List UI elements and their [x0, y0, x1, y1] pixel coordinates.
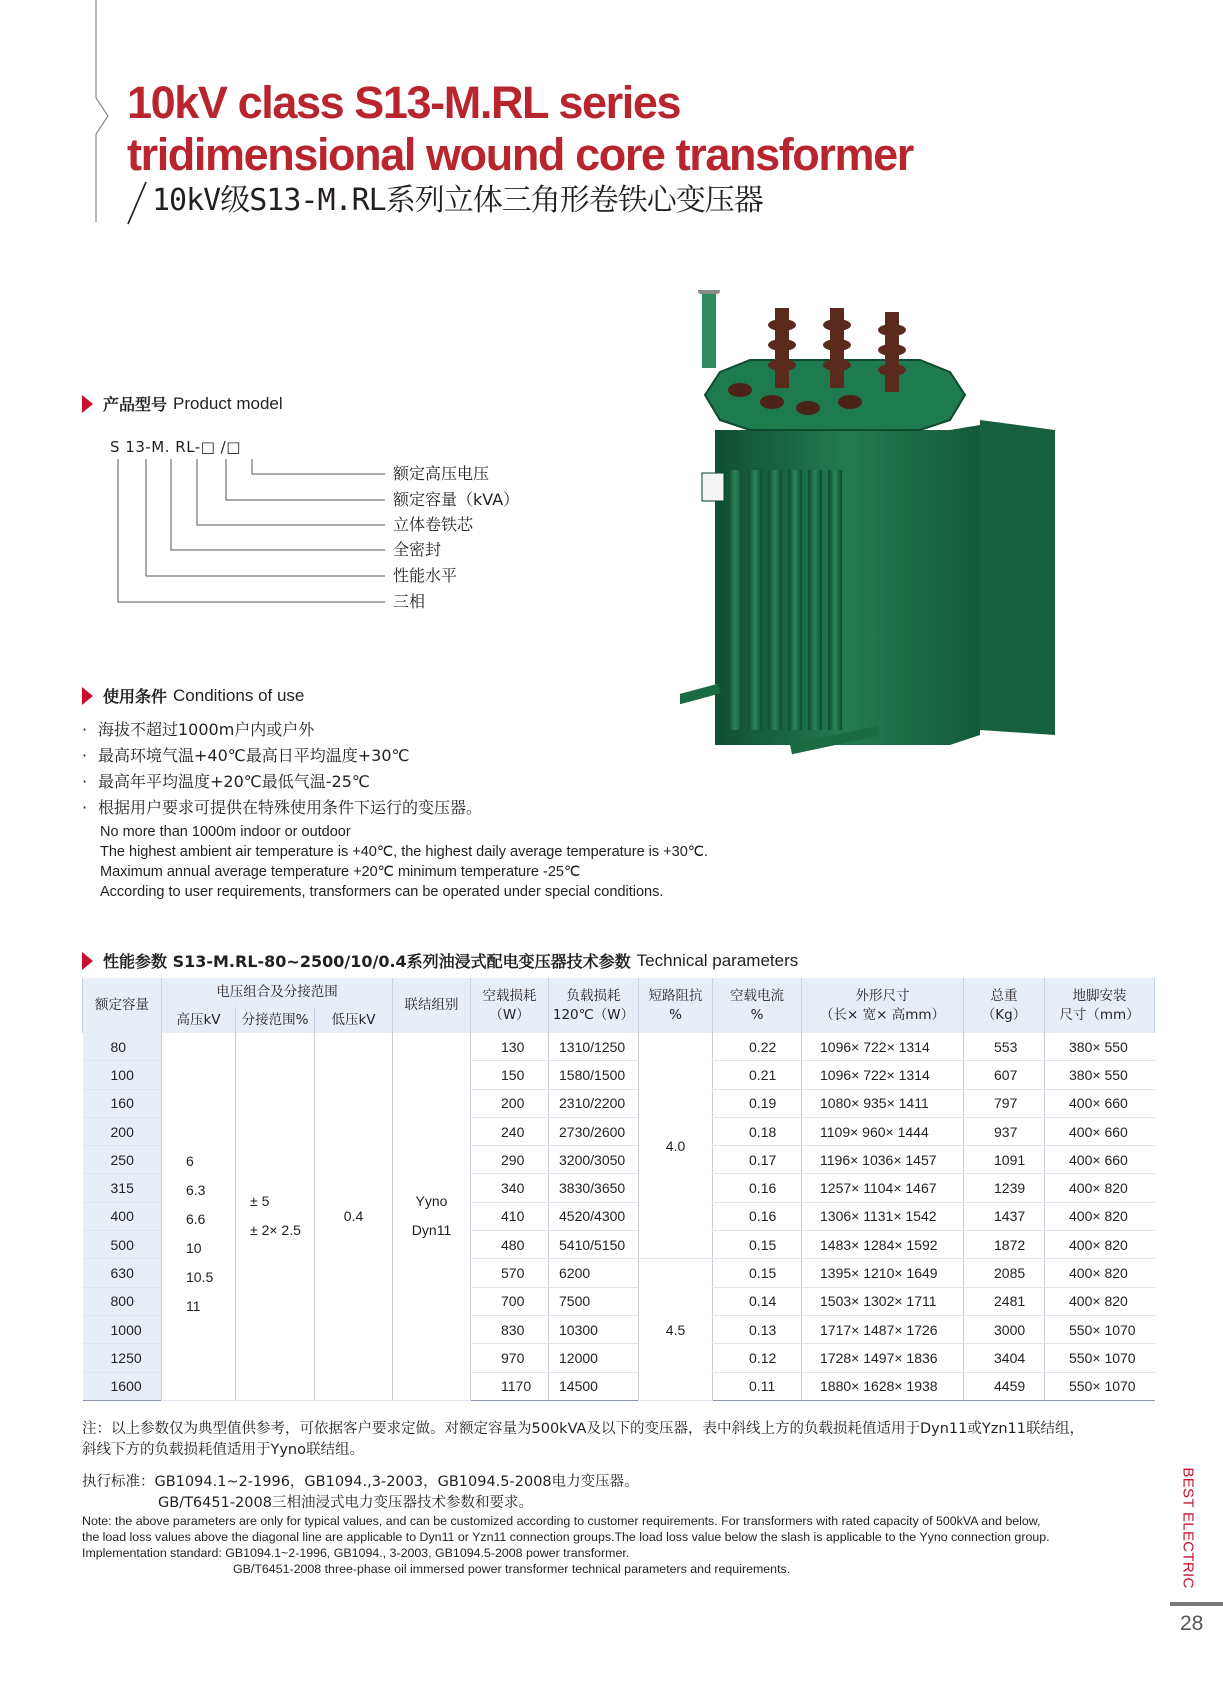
cell-load-loss: 5410/5150 [549, 1231, 639, 1259]
cell-capacity: 160 [83, 1089, 162, 1117]
condition-cn-item: · 最高环境气温+40℃最高日平均温度+30℃ [82, 746, 410, 765]
cell-no-load-current: 0.15 [713, 1231, 802, 1259]
triangle-bullet-icon [82, 687, 93, 705]
cell-lv-value: 0.4 [315, 1033, 393, 1400]
hv-value: 6.6 [186, 1211, 206, 1228]
note-en-line-4: GB/T6451-2008 three-phase oil immersed power transformer technical parameters and requirements. [233, 1562, 791, 1576]
standard-line-2: GB/T6451-2008三相油浸式电力变压器技术参数和要求。 [158, 1495, 533, 1511]
cell-no-load-loss: 410 [471, 1202, 549, 1230]
cell-weight: 1437 [964, 1202, 1045, 1230]
parameters-heading-cn: 性能参数 S13-M.RL-80~2500/10/0.4系列油浸式配电变压器技术参数 [103, 952, 631, 971]
cell-no-load-current: 0.12 [713, 1344, 802, 1372]
cell-dimensions: 1503× 1302× 1711 [802, 1287, 964, 1315]
cell-dimensions: 1080× 935× 1411 [802, 1089, 964, 1117]
condition-en-item: According to user requirements, transformers can be operated under special conditions. [100, 884, 664, 900]
title-line-2: tridimensional wound core transformer [127, 129, 913, 180]
conditions-heading [82, 684, 304, 707]
cell-dimensions: 1395× 1210× 1649 [802, 1259, 964, 1287]
cell-no-load-current: 0.14 [713, 1287, 802, 1315]
cell-dimensions: 1306× 1131× 1542 [802, 1202, 964, 1230]
cell-weight: 1239 [964, 1174, 1045, 1202]
footer-divider [1170, 1602, 1223, 1606]
condition-en-item: Maximum annual average temperature +20℃ minimum temperature -25℃ [100, 864, 581, 880]
tap-value: ± 5 [250, 1193, 270, 1210]
cell-tap-values [236, 1033, 315, 1400]
cell-mounting: 550× 1070 [1045, 1344, 1155, 1372]
cell-weight: 2085 [964, 1259, 1045, 1287]
conditions-heading-cn: 使用条件 [103, 687, 168, 706]
cell-mounting: 400× 660 [1045, 1089, 1155, 1117]
header-load-loss: 负载损耗 120℃（W） [549, 978, 639, 1033]
cell-no-load-current: 0.17 [713, 1146, 802, 1174]
cell-load-loss: 2310/2200 [549, 1089, 639, 1117]
cell-no-load-loss: 240 [471, 1117, 549, 1145]
legend-wound-core: 立体卷铁芯 [393, 515, 474, 534]
cell-capacity: 100 [83, 1061, 162, 1089]
header-impedance: 短路阻抗 % [639, 978, 713, 1033]
cell-mounting: 400× 820 [1045, 1259, 1155, 1287]
cell-capacity: 1600 [83, 1372, 162, 1400]
cell-dimensions: 1096× 722× 1314 [802, 1061, 964, 1089]
cell-no-load-loss: 970 [471, 1344, 549, 1372]
cell-load-loss: 6200 [549, 1259, 639, 1287]
cell-load-loss: 1580/1500 [549, 1061, 639, 1089]
condition-en-item: No more than 1000m indoor or outdoor [100, 824, 351, 840]
cell-capacity: 1000 [83, 1315, 162, 1343]
cell-capacity: 250 [83, 1146, 162, 1174]
legend-rated-hv: 额定高压电压 [393, 464, 490, 483]
cell-dimensions: 1880× 1628× 1938 [802, 1372, 964, 1400]
cell-mounting: 380× 550 [1045, 1061, 1155, 1089]
cell-no-load-current: 0.22 [713, 1033, 802, 1061]
cell-load-loss: 3200/3050 [549, 1146, 639, 1174]
cell-capacity: 400 [83, 1202, 162, 1230]
header-mounting: 地脚安装 尺寸（mm） [1045, 978, 1155, 1033]
cell-no-load-loss: 200 [471, 1089, 549, 1117]
cell-weight: 937 [964, 1117, 1045, 1145]
cell-capacity: 500 [83, 1231, 162, 1259]
cell-dimensions: 1096× 722× 1314 [802, 1033, 964, 1061]
cell-no-load-current: 0.15 [713, 1259, 802, 1287]
cell-mounting: 400× 820 [1045, 1202, 1155, 1230]
header-lv: 低压kV [315, 1007, 393, 1033]
cell-weight: 797 [964, 1089, 1045, 1117]
tap-value: ± 2× 2.5 [250, 1222, 301, 1239]
transformer-image [680, 290, 1080, 830]
header-capacity: 额定容量 [83, 978, 162, 1033]
legend-three-phase: 三相 [393, 592, 426, 611]
cell-weight: 2481 [964, 1287, 1045, 1315]
header-connection: 联结组别 [393, 978, 471, 1033]
cell-no-load-current: 0.18 [713, 1117, 802, 1145]
condition-cn-item: · 海拔不超过1000m户内或户外 [82, 720, 315, 739]
cell-mounting: 400× 820 [1045, 1174, 1155, 1202]
header-no-load-loss: 空载损耗 （W） [471, 978, 549, 1033]
condition-en-item: The highest ambient air temperature is +40℃, the highest daily average temperature is +30℃. [100, 844, 709, 860]
note-cn-line-1: 注：以上参数仅为典型值供参考，可依据客户要求定做。对额定容量为500kVA及以下的变压器，表中斜线上方的负载损耗值适用于Dyn11或Yzn11联结组， [82, 1421, 1084, 1437]
cell-mounting: 400× 820 [1045, 1287, 1155, 1315]
cell-mounting: 400× 660 [1045, 1146, 1155, 1174]
cell-capacity: 315 [83, 1174, 162, 1202]
cell-connection-values [393, 1033, 471, 1400]
connection-value: Dyn11 [411, 1222, 452, 1239]
cell-weight: 3000 [964, 1315, 1045, 1343]
cell-weight: 4459 [964, 1372, 1045, 1400]
cell-weight: 553 [964, 1033, 1045, 1061]
cell-no-load-loss: 1170 [471, 1372, 549, 1400]
cell-dimensions: 1483× 1284× 1592 [802, 1231, 964, 1259]
table-row [83, 1033, 1155, 1061]
hv-value: 6.3 [186, 1182, 206, 1199]
page-number: 28 [1180, 1612, 1204, 1635]
cell-load-loss: 3830/3650 [549, 1174, 639, 1202]
cell-capacity: 80 [83, 1033, 162, 1061]
cell-weight: 1872 [964, 1231, 1045, 1259]
product-model-heading-en: Product model [173, 393, 283, 413]
header-tap: 分接范围% [236, 1007, 315, 1033]
condition-cn-item: · 最高年平均温度+20℃最低气温-25℃ [82, 772, 370, 791]
cell-load-loss: 1310/1250 [549, 1033, 639, 1061]
cell-no-load-current: 0.16 [713, 1174, 802, 1202]
note-en-line-1: Note: the above parameters are only for typical values, and can be customized according to customer requirements. For transformers with rated capacity of 500kVA and below, [82, 1514, 1041, 1528]
cell-no-load-loss: 340 [471, 1174, 549, 1202]
header-voltage-group: 电压组合及分接范围 [162, 978, 393, 1007]
cell-no-load-loss: 150 [471, 1061, 549, 1089]
cell-load-loss: 7500 [549, 1287, 639, 1315]
condition-cn-item: · 根据用户要求可提供在特殊使用条件下运行的变压器。 [82, 798, 483, 817]
cell-weight: 1091 [964, 1146, 1045, 1174]
cell-no-load-loss: 130 [471, 1033, 549, 1061]
cell-mounting: 380× 550 [1045, 1033, 1155, 1061]
cell-capacity: 630 [83, 1259, 162, 1287]
cell-dimensions: 1196× 1036× 1457 [802, 1146, 964, 1174]
header-no-load-current: 空载电流 % [713, 978, 802, 1033]
cell-dimensions: 1728× 1497× 1836 [802, 1344, 964, 1372]
cell-load-loss: 10300 [549, 1315, 639, 1343]
model-legend-leader-lines [0, 0, 400, 620]
note-en-line-3: Implementation standard: GB1094.1~2-1996, GB1094., 3-2003, GB1094.5-2008 power transformer. [82, 1546, 630, 1560]
hv-value: 10 [186, 1240, 202, 1257]
cell-hv-values [162, 1033, 236, 1400]
cell-no-load-current: 0.11 [713, 1372, 802, 1400]
conditions-heading-en: Conditions of use [173, 685, 305, 705]
cell-dimensions: 1109× 960× 1444 [802, 1117, 964, 1145]
cell-load-loss: 2730/2600 [549, 1117, 639, 1145]
cell-dimensions: 1717× 1487× 1726 [802, 1315, 964, 1343]
cell-capacity: 800 [83, 1287, 162, 1315]
standard-line-1: 执行标准：GB1094.1~2-1996，GB1094.,3-2003，GB1094.5-2008电力变压器。 [82, 1474, 639, 1490]
cell-no-load-loss: 290 [471, 1146, 549, 1174]
cell-no-load-loss: 700 [471, 1287, 549, 1315]
connection-value: Yyno [415, 1193, 448, 1210]
header-weight: 总重 （Kg） [964, 978, 1045, 1033]
cell-mounting: 400× 660 [1045, 1117, 1155, 1145]
cell-mounting: 400× 820 [1045, 1231, 1155, 1259]
header-hv: 高压kV [162, 1007, 236, 1033]
note-en-line-2: the load loss values above the diagonal line are applicable to Dyn11 or Yzn11 connection groups.The load loss value below the slash is applicable to the Yyno connection group. [82, 1530, 1050, 1544]
product-model-heading-cn: 产品型号 [103, 395, 168, 414]
triangle-bullet-icon [82, 952, 93, 970]
parameters-heading [82, 949, 798, 972]
note-cn-line-2: 斜线下方的负载损耗值适用于Yyno联结组。 [82, 1442, 364, 1458]
cell-impedance-low: 4.0 [639, 1033, 713, 1259]
cell-mounting: 550× 1070 [1045, 1315, 1155, 1343]
technical-parameters-table [82, 978, 1155, 1401]
subtitle-cn: 10kV级S13-M.RL系列立体三角形卷铁心变压器 [152, 183, 763, 218]
header-dimensions: 外形尺寸 （长× 宽× 高mm） [802, 978, 964, 1033]
hv-value: 11 [186, 1298, 201, 1315]
cell-weight: 3404 [964, 1344, 1045, 1372]
cell-capacity: 200 [83, 1117, 162, 1145]
cell-no-load-loss: 480 [471, 1231, 549, 1259]
hv-value: 6 [186, 1153, 194, 1170]
legend-sealed: 全密封 [393, 540, 442, 559]
cell-impedance-high: 4.5 [639, 1259, 713, 1400]
cell-load-loss: 14500 [549, 1372, 639, 1400]
legend-rated-capacity: 额定容量（kVA） [393, 490, 520, 509]
cell-no-load-loss: 570 [471, 1259, 549, 1287]
cell-load-loss: 4520/4300 [549, 1202, 639, 1230]
cell-dimensions: 1257× 1104× 1467 [802, 1174, 964, 1202]
cell-no-load-current: 0.13 [713, 1315, 802, 1343]
brand-vertical-label: BEST ELECTRIC [1179, 1466, 1197, 1589]
cell-no-load-current: 0.21 [713, 1061, 802, 1089]
cell-mounting: 550× 1070 [1045, 1372, 1155, 1400]
hv-value: 10.5 [186, 1269, 214, 1286]
cell-weight: 607 [964, 1061, 1045, 1089]
title-line-1: 10kV class S13-M.RL series [127, 77, 681, 128]
cell-no-load-current: 0.16 [713, 1202, 802, 1230]
parameters-heading-en: Technical parameters [636, 950, 799, 970]
cell-no-load-loss: 830 [471, 1315, 549, 1343]
legend-performance: 性能水平 [393, 566, 458, 585]
cell-capacity: 1250 [83, 1344, 162, 1372]
model-code: S 13-M. RL-□ /□ [110, 438, 241, 456]
cell-no-load-current: 0.19 [713, 1089, 802, 1117]
cell-load-loss: 12000 [549, 1344, 639, 1372]
